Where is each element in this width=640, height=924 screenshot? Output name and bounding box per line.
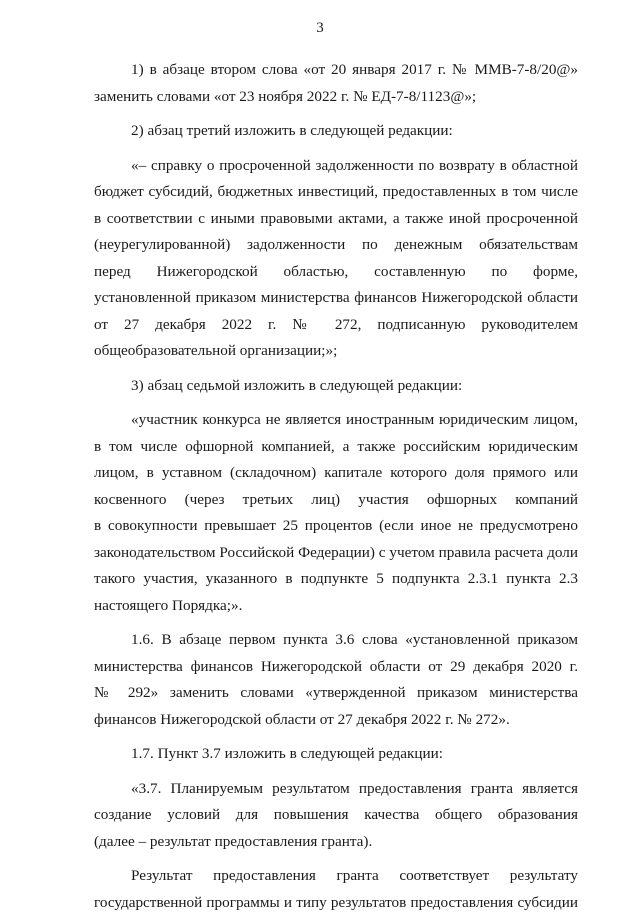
text-line: косвенного (через третьих лиц) участия офшорных компаний [94,490,578,508]
text-line: Результат предоставления гранта соответствует результату [131,867,578,884]
text-line: настоящего Порядка;». [94,596,243,614]
text-line: 1.6. В абзаце первом пункта 3.6 слова «установленной приказом [131,631,578,648]
paragraph [94,407,578,619]
text-line: финансов Нижегородской области от 27 декабря 2022 г. № 272». [94,710,510,728]
text-line: 1) в абзаце втором слова «от 20 января 2017 г. № ММВ-7-8/20@» [131,61,578,78]
paragraph [94,373,578,400]
page-number: 3 [316,20,324,36]
paragraph [94,741,578,768]
text-line: «3.7. Планируемым результатом предоставления гранта является [131,779,578,797]
text-line: перед Нижегородской областью, составленную по форме, [94,262,578,280]
text-line: (неурегулированной) задолженности по денежным обязательствам [94,236,578,253]
text-line: в том числе офшорной компанией, а также российским юридическим [94,437,578,455]
text-line: министерства финансов Нижегородской области от 29 декабря 2020 г. [94,657,578,675]
text-line: общеобразовательной организации;»; [94,342,338,359]
text-line: в соответствии с иными правовыми актами, а также иной просроченной [94,209,578,227]
paragraph [94,118,578,145]
text-line: 3) абзац седьмой изложить в следующей редакции: [131,376,463,394]
paragraph [94,627,578,733]
paragraph [94,776,578,856]
text-line: «– справку о просроченной задолженности по возврату в областной [131,156,578,174]
text-line: заменить словами «от 23 ноября 2022 г. № ЕД-7-8/1123@»; [94,87,477,105]
text-line: в совокупности превышает 25 процентов (если иное не предусмотрено [94,517,578,534]
text-line: установленной приказом министерства финансов Нижегородской области [94,289,578,306]
text-line: (далее – результат предоставления гранта). [94,832,373,850]
paragraph [94,57,578,110]
text-line: от 27 декабря 2022 г. № 272, подписанную руководителем [94,315,578,333]
text-line: лицом, в уставном (складочном) капитале которого доля прямого или [94,464,578,481]
text-line: государственной программы и типу результатов предоставления субсидии [94,893,578,911]
paragraph [94,863,578,916]
text-line: 1.7. Пункт 3.7 изложить в следующей редакции: [131,745,444,762]
document-body [94,57,578,924]
text-line: законодательством Российской Федерации) с учетом правила расчета доли [94,543,578,561]
text-line: № 292» заменить словами «утвержденной приказом министерства [94,684,578,701]
text-line: «участник конкурса не является иностранным юридическим лицом, [131,411,578,428]
text-line: создание условий для повышения качества общего образования [94,806,578,823]
text-line: 2) абзац третий изложить в следующей редакции: [131,122,453,139]
text-line: такого участия, указанного в подпункте 5 подпункта 2.3.1 пункта 2.3 [94,570,578,587]
paragraph [94,153,578,365]
text-line: бюджет субсидий, бюджетных инвестиций, предоставленных в том числе [94,183,578,200]
